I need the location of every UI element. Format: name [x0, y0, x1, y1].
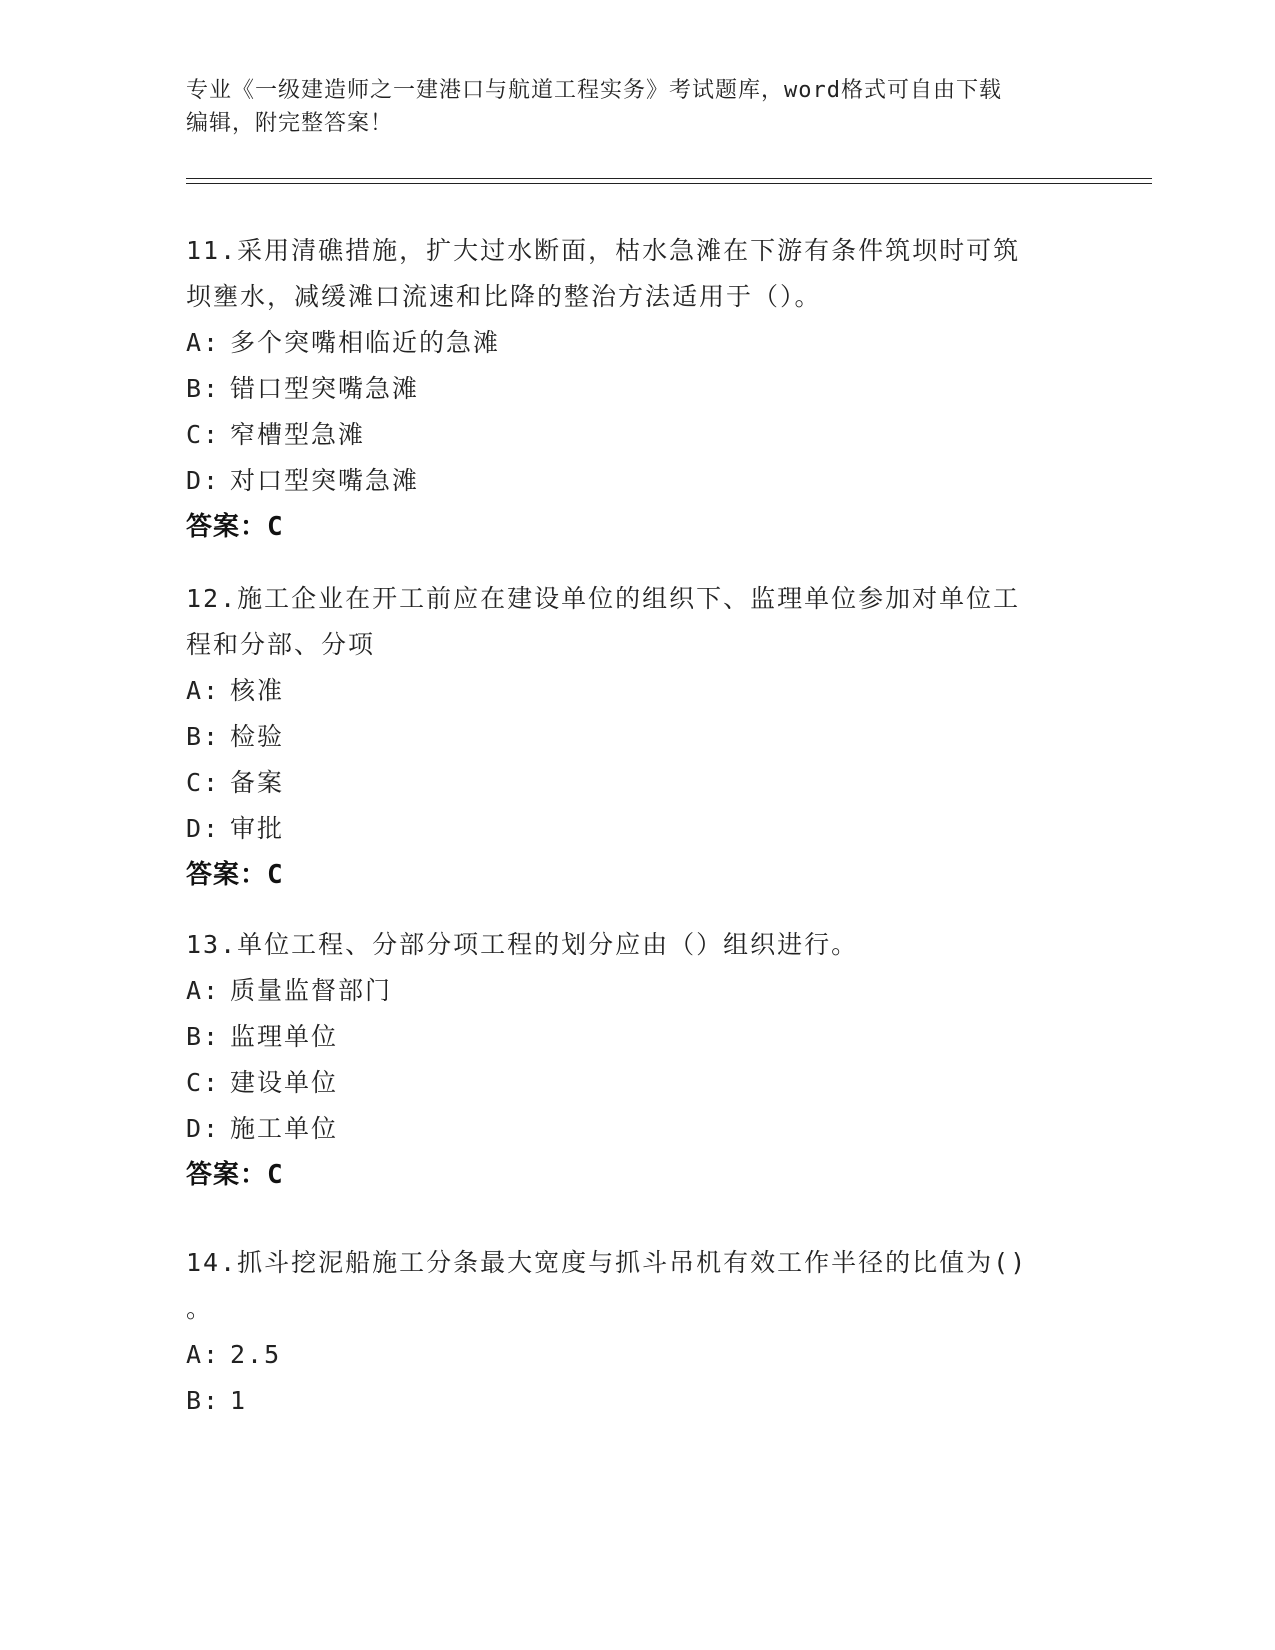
answer-value: C — [267, 1160, 284, 1190]
option-text: 质量监督部门 — [230, 976, 393, 1005]
option-letter: C: — [186, 420, 221, 449]
option-text: 2.5 — [230, 1340, 282, 1369]
option-letter: A: — [186, 328, 221, 357]
header-divider-top — [186, 178, 1152, 179]
answer-label: 答案： — [186, 860, 268, 890]
option-letter: A: — [186, 676, 221, 705]
document-header — [186, 74, 1066, 140]
option-c — [186, 412, 1086, 458]
question-line-2: 坝壅水，减缓滩口流速和比降的整治方法适用于（）。 — [186, 282, 822, 311]
option-letter: B: — [186, 1386, 221, 1415]
option-letter: D: — [186, 1114, 221, 1143]
option-text: 建设单位 — [230, 1068, 339, 1097]
option-b — [186, 366, 1086, 412]
option-a — [186, 1332, 1086, 1378]
option-letter: D: — [186, 814, 221, 843]
question-line-2: 。 — [186, 1294, 214, 1323]
question-13 — [186, 922, 1086, 1198]
option-b — [186, 1378, 1086, 1424]
option-d — [186, 1106, 1086, 1152]
option-letter: B: — [186, 1022, 221, 1051]
answer-value: C — [267, 512, 284, 542]
answer-line — [186, 504, 1086, 550]
option-text: 审批 — [230, 814, 285, 843]
option-text: 监理单位 — [230, 1022, 339, 1051]
option-c — [186, 1060, 1086, 1106]
answer-line — [186, 1152, 1086, 1198]
option-letter: B: — [186, 722, 221, 751]
question-number: 12. — [186, 584, 238, 613]
question-number: 13. — [186, 930, 238, 959]
header-line-1: 专业《一级建造师之一建港口与航道工程实务》考试题库，word格式可自由下载 — [186, 78, 1002, 103]
option-text: 检验 — [230, 722, 285, 751]
header-line-2: 编辑，附完整答案！ — [186, 111, 394, 136]
option-letter: D: — [186, 466, 221, 495]
option-b — [186, 1014, 1086, 1060]
header-divider-bottom — [186, 183, 1152, 184]
question-line-2: 程和分部、分项 — [186, 630, 376, 659]
option-a — [186, 320, 1086, 366]
option-letter: B: — [186, 374, 221, 403]
question-line-1: 采用清礁措施，扩大过水断面，枯水急滩在下游有条件筑坝时可筑 — [237, 236, 1021, 265]
question-stem — [186, 922, 1086, 968]
option-text: 备案 — [230, 768, 285, 797]
option-letter: A: — [186, 976, 221, 1005]
option-letter: A: — [186, 1340, 221, 1369]
option-letter: C: — [186, 1068, 221, 1097]
question-line-1: 抓斗挖泥船施工分条最大宽度与抓斗吊机有效工作半径的比值为() — [237, 1248, 1028, 1277]
option-text: 对口型突嘴急滩 — [230, 466, 420, 495]
question-stem — [186, 228, 1086, 274]
answer-value: C — [267, 860, 284, 890]
answer-label: 答案： — [186, 512, 268, 542]
option-text: 核准 — [230, 676, 285, 705]
question-line-1: 施工企业在开工前应在建设单位的组织下、监理单位参加对单位工 — [237, 584, 1021, 613]
question-stem — [186, 1240, 1086, 1286]
option-d — [186, 806, 1086, 852]
option-b — [186, 714, 1086, 760]
option-text: 多个突嘴相临近的急滩 — [230, 328, 501, 357]
option-d — [186, 458, 1086, 504]
question-number: 14. — [186, 1248, 238, 1277]
question-14 — [186, 1240, 1086, 1424]
question-number: 11. — [186, 236, 238, 265]
option-text: 1 — [230, 1386, 248, 1415]
option-text: 窄槽型急滩 — [230, 420, 366, 449]
option-c — [186, 760, 1086, 806]
option-text: 错口型突嘴急滩 — [230, 374, 420, 403]
answer-line — [186, 852, 1086, 898]
question-line-1: 单位工程、分部分项工程的划分应由（）组织进行。 — [237, 930, 859, 959]
option-a — [186, 968, 1086, 1014]
question-11 — [186, 228, 1086, 550]
option-text: 施工单位 — [230, 1114, 339, 1143]
option-letter: C: — [186, 768, 221, 797]
question-12 — [186, 576, 1086, 898]
option-a — [186, 668, 1086, 714]
answer-label: 答案： — [186, 1160, 268, 1190]
question-stem — [186, 576, 1086, 622]
